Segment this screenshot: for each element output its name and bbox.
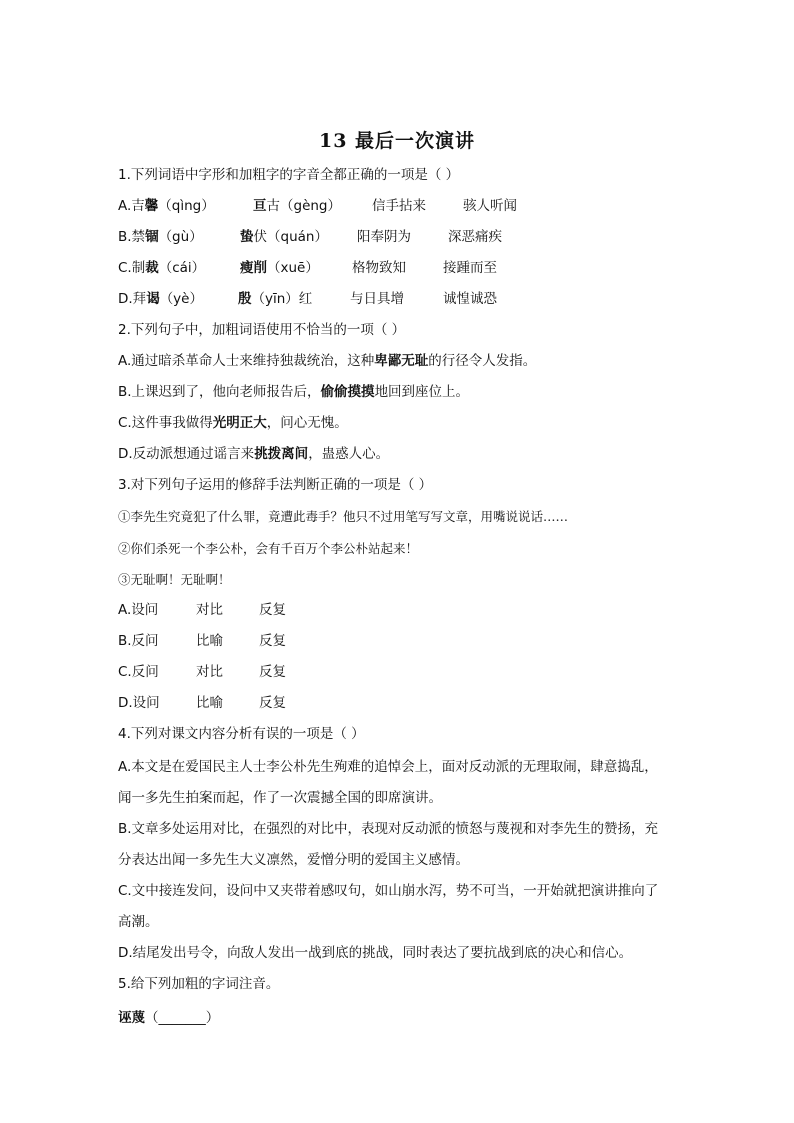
q1-option-b: B.禁锢（gù） 蛰伏（quán） 阳奉阴为 深恶痛疾 bbox=[118, 229, 502, 245]
q5-word: 诬蔑 bbox=[118, 1010, 145, 1026]
q4-option-a-line2: 闻一多先生拍案而起，作了一次震撼全国的即席演讲。 bbox=[118, 790, 442, 806]
q2-option-b: B.上课迟到了，他向老师报告后，偷偷摸摸地回到座位上。 bbox=[118, 384, 470, 400]
q4-stem: 4.下列对课文内容分析有误的一项是（ ） bbox=[118, 726, 365, 742]
q3-stem: 3.对下列句子运用的修辞手法判断正确的一项是（ ） bbox=[118, 477, 433, 493]
q3-option-b: B.反问 比喻 反复 bbox=[118, 633, 286, 649]
q4-option-c-line2: 高潮。 bbox=[118, 914, 159, 930]
q2-stem: 2.下列句子中，加粗词语使用不恰当的一项（ ） bbox=[118, 322, 406, 338]
q2-option-d: D.反动派想通过谣言来挑拨离间，蛊惑人心。 bbox=[118, 446, 390, 462]
q3-sentence-2: ②你们杀死一个李公朴，会有千百万个李公朴站起来！ bbox=[118, 541, 419, 556]
q4-option-c-line1: C.文中接连发问，设问中又夹带着感叹句，如山崩水泻，势不可当，一开始就把演讲推向了 bbox=[118, 883, 659, 899]
q1-stem: 1.下列词语中字形和加粗字的字音全都正确的一项是（ ） bbox=[118, 167, 460, 183]
q1-option-a: A.吉馨（qìng） 亘古（gèng） 信手拈来 骇人听闻 bbox=[118, 198, 517, 214]
page-title: 13 最后一次演讲 bbox=[318, 130, 476, 152]
q3-sentence-1: ①李先生究竟犯了什么罪，竟遭此毒手？他只不过用笔写写文章，用嘴说说话…… bbox=[118, 509, 569, 524]
q5-stem: 5.给下列加粗的字词注音。 bbox=[118, 976, 280, 992]
q4-option-a-line1: A.本文是在爱国民主人士李公朴先生殉难的追悼会上，面对反动派的无理取闹，肆意捣乱， bbox=[118, 759, 658, 775]
q4-option-b-line1: B.文章多处运用对比，在强烈的对比中，表现对反动派的愤怒与蔑视和对李先生的赞扬，充 bbox=[118, 821, 659, 837]
q1-option-c: C.制裁（cái） 瘦削（xuē） 格物致知 接踵而至 bbox=[118, 260, 497, 276]
q5-answer-blank: （_______） bbox=[145, 1010, 220, 1026]
q3-option-a: A.设问 对比 反复 bbox=[118, 602, 286, 618]
q3-option-d: D.设问 比喻 反复 bbox=[118, 695, 286, 711]
q5-item bbox=[118, 1009, 219, 1027]
q4-option-b-line2: 分表达出闻一多先生大义凛然，爱憎分明的爱国主义感情。 bbox=[118, 852, 469, 868]
q2-option-c: C.这件事我做得光明正大，问心无愧。 bbox=[118, 415, 348, 431]
q3-sentence-3: ③无耻啊！无耻啊！ bbox=[118, 572, 231, 587]
q2-option-a: A.通过暗杀革命人士来维持独裁统治，这种卑鄙无耻的行径令人发指。 bbox=[118, 353, 537, 369]
q3-option-c: C.反问 对比 反复 bbox=[118, 664, 286, 680]
q1-option-d: D.拜谒（yè） 殷（yīn）红 与日具增 诚惶诚恐 bbox=[118, 291, 497, 307]
q4-option-d: D.结尾发出号令，向敌人发出一战到底的挑战，同时表达了要抗战到底的决心和信心。 bbox=[118, 945, 633, 961]
